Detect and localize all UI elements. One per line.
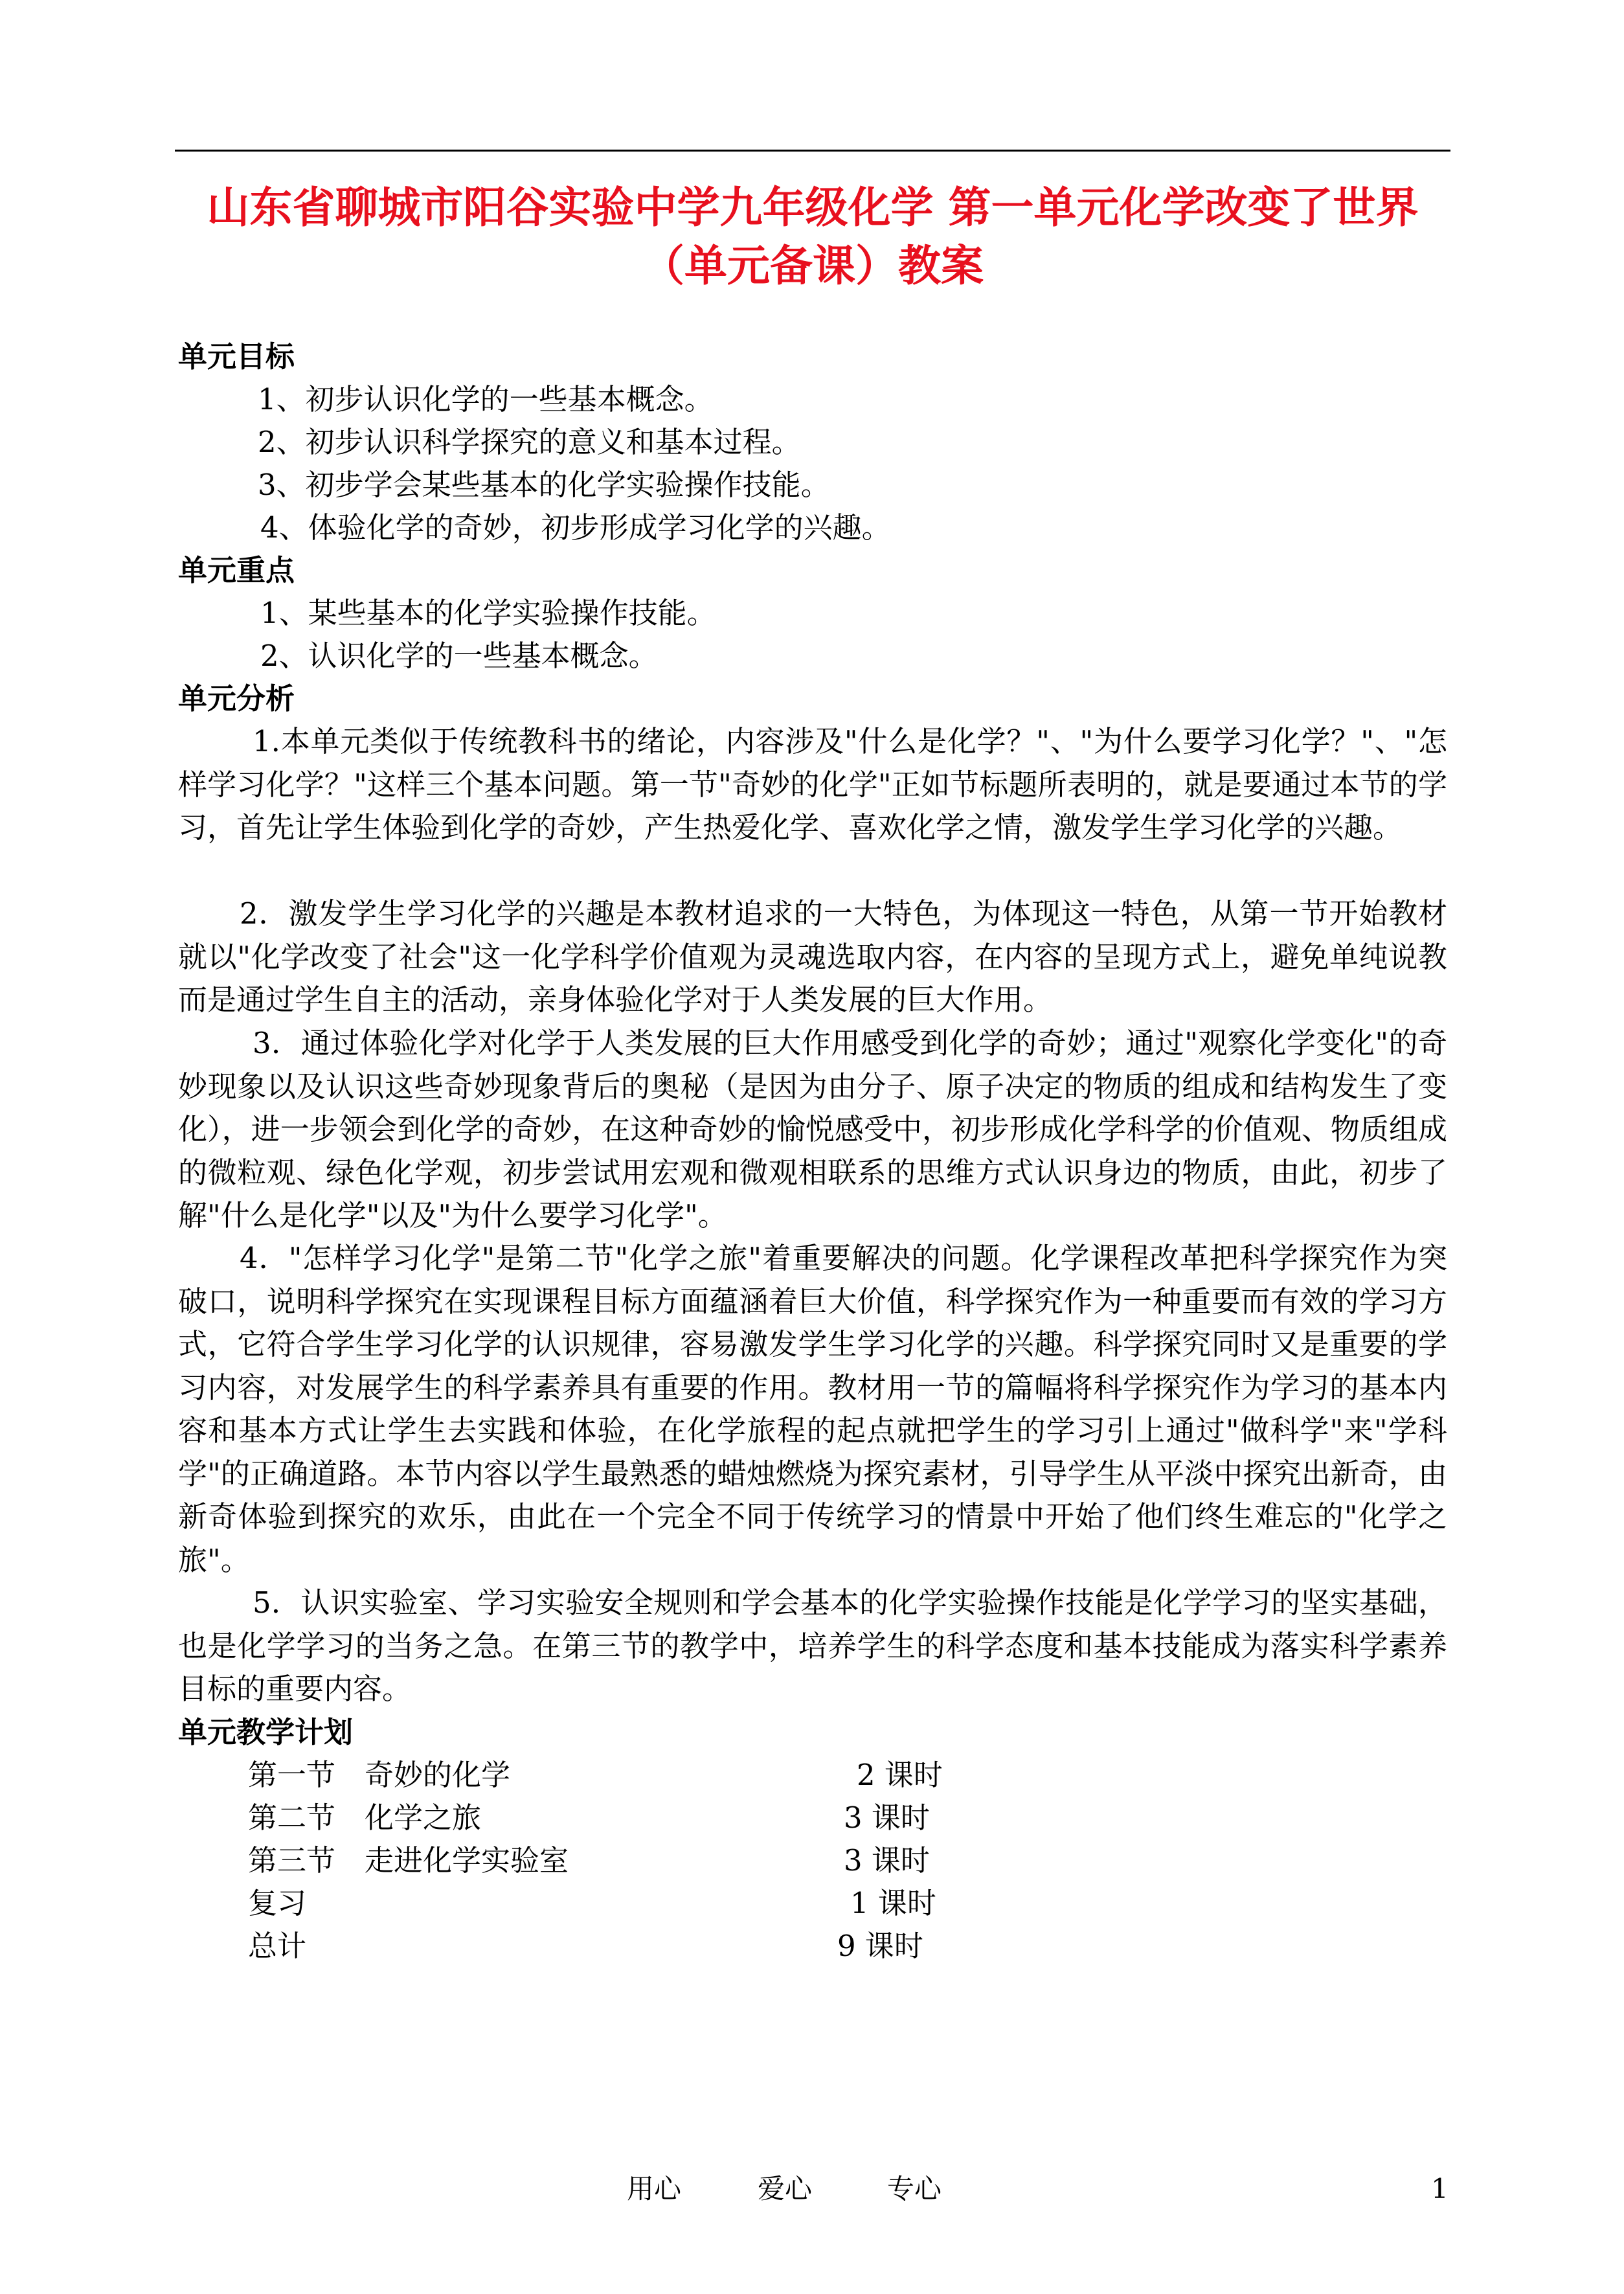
plan-hours: 2 课时	[857, 1758, 943, 1792]
key-points-heading: 单元重点	[178, 553, 295, 587]
plan-section: 第一节 奇妙的化学	[248, 1758, 511, 1792]
plan-section: 第三节 走进化学实验室	[248, 1843, 569, 1878]
analysis-paragraph-2: 2．激发学生学习化学的兴趣是本教材追求的一大特色，为体现这一特色，从第一节开始教材就以"化学改变了社会"这一化学科学价值观为灵魂选取内容，在内容的呈现方式上，避免单纯说教而是通过学生自主的活动，亲身体验化学对于人类发展的巨大作用。	[178, 896, 1447, 1017]
analysis-paragraph-4: 4．"怎样学习化学"是第二节"化学之旅"着重要解决的问题。化学课程改革把科学探究作为突破口，说明科学探究在实现课程目标方面蕴涵着巨大价值，科学探究作为一种重要而有效的学习方式，它符合学生学习化学的认识规律，容易激发学生学习化学的兴趣。科学探究同时又是重要的学习内容，对发展学生的科学素养具有重要的作用。教材用一节的篇幅将科学探究作为学习的基本内容和基本方式让学生去实践和体验，在化学旅程的起点就把学生的学习引上通过"做科学"来"学科学"的正确道路。本节内容以学生最熟悉的蜡烛燃烧为探究素材，引导学生从平淡中探究出新奇，由新奇体验到探究的欢乐，由此在一个完全不同于传统学习的情景中开始了他们终生难忘的"化学之旅"。	[178, 1241, 1447, 1577]
plan-hours: 3 课时	[844, 1800, 930, 1835]
key-point-item: 2、认识化学的一些基本概念。	[260, 639, 658, 673]
teaching-plan-table	[248, 1754, 1025, 1968]
header-rule	[175, 150, 1450, 152]
plan-row	[248, 1882, 1025, 1925]
plan-section: 总计	[248, 1929, 307, 1963]
footer-slogan-2: 爱心	[758, 2173, 813, 2205]
goal-item: 3、初步学会某些基本的化学实验操作技能。	[258, 468, 830, 502]
goals-heading: 单元目标	[178, 339, 295, 374]
plan-section: 第二节 化学之旅	[248, 1800, 482, 1835]
plan-row	[248, 1839, 1025, 1882]
plan-hours: 9 课时	[837, 1929, 923, 1963]
plan-heading: 单元教学计划	[178, 1715, 354, 1749]
goal-item: 1、初步认识化学的一些基本概念。	[258, 382, 714, 416]
plan-hours: 3 课时	[844, 1843, 930, 1878]
page-number: 1	[1431, 2173, 1449, 2205]
document-title-line1: 山东省聊城市阳谷实验中学九年级化学 第一单元化学改变了世界	[207, 183, 1419, 233]
analysis-paragraph-3: 3．通过体验化学对化学于人类发展的巨大作用感受到化学的奇妙；通过"观察化学变化"的奇妙现象以及认识这些奇妙现象背后的奥秘（是因为由分子、原子决定的物质的组成和结构发生了变化），进一步领会到化学的奇妙，在这种奇妙的愉悦感受中，初步形成化学科学的价值观、物质组成的微粒观、绿色化学观，初步尝试用宏观和微观相联系的思维方式认识身边的物质，由此，初步了解"什么是化学"以及"为什么要学习化学"。	[178, 1026, 1447, 1232]
plan-section: 复习	[248, 1886, 307, 1920]
document-title-line2: （单元备课）教案	[642, 241, 984, 291]
footer-slogan-1: 用心	[627, 2173, 682, 2205]
plan-row	[248, 1797, 1025, 1839]
analysis-paragraph-1: 1.本单元类似于传统教科书的绪论，内容涉及"什么是化学？"、"为什么要学习化学？"、"怎样学习化学？"这样三个基本问题。第一节"奇妙的化学"正如节标题所表明的，就是要通过本节的学习，首先让学生体验到化学的奇妙，产生热爱化学、喜欢化学之情，激发学生学习化学的兴趣。	[178, 724, 1447, 845]
goal-item: 4、体验化学的奇妙，初步形成学习化学的兴趣。	[260, 510, 891, 545]
analysis-paragraph-5: 5．认识实验室、学习实验安全规则和学会基本的化学实验操作技能是化学学习的坚实基础，也是化学学习的当务之急。在第三节的教学中，培养学生的科学态度和基本技能成为落实科学素养目标的重要内容。	[178, 1585, 1447, 1706]
footer-slogan-3: 专心	[887, 2173, 942, 2205]
key-point-item: 1、某些基本的化学实验操作技能。	[260, 596, 716, 630]
plan-hours: 1 课时	[850, 1886, 936, 1920]
analysis-heading: 单元分析	[178, 681, 295, 716]
goal-item: 2、初步认识科学探究的意义和基本过程。	[258, 425, 801, 459]
plan-row	[248, 1925, 1025, 1968]
plan-row	[248, 1754, 1025, 1797]
